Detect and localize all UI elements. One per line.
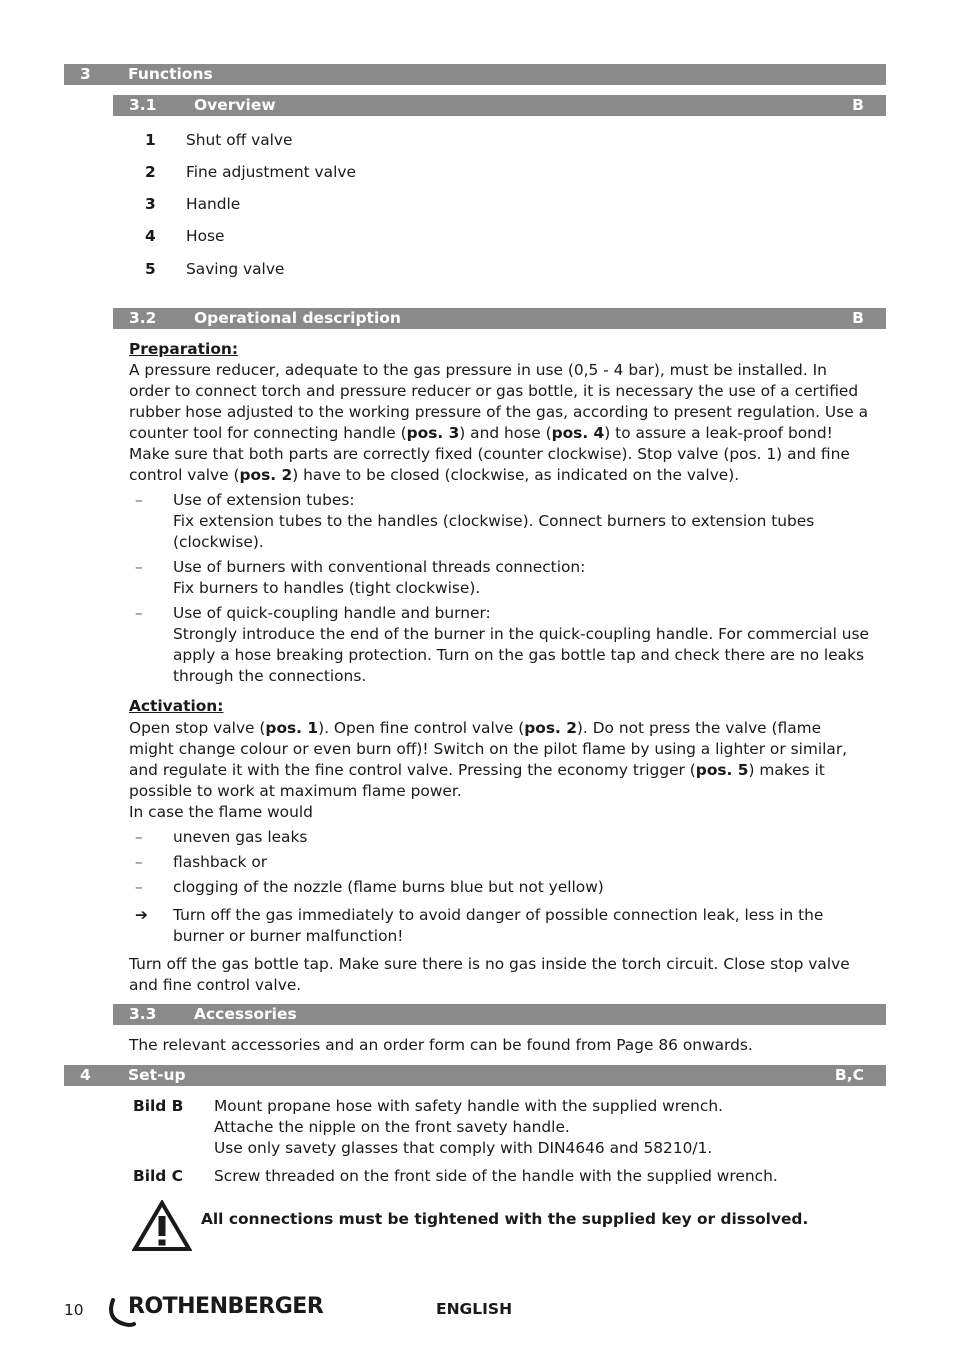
section-3-3-header (113, 1004, 886, 1025)
preparation-paragraph (129, 360, 869, 486)
position-ref: pos. 4 (551, 424, 605, 442)
item-label: Shut off valve (186, 131, 293, 149)
section-number: 3.1 (129, 96, 157, 114)
list-item (129, 603, 869, 687)
figure-ref: B (852, 96, 864, 114)
item-label: Hose (186, 227, 225, 245)
item-number: 2 (145, 163, 156, 181)
position-ref: pos. 1 (265, 719, 319, 737)
list-item-title: Use of extension tubes: (173, 491, 355, 509)
section-3-header (64, 64, 886, 85)
bild-text-line: Screw threaded on the front side of the handle with the supplied wrench. (214, 1167, 778, 1185)
closing-paragraph: Turn off the gas bottle tap. Make sure there is no gas inside the torch circuit. Close stop valve and fine control valve. (129, 955, 850, 994)
warning-triangle-icon (132, 1200, 192, 1252)
warning-item-text: Turn off the gas immediately to avoid danger of possible connection leak, less in the burner or burner malfunction! (173, 906, 824, 945)
list-item-text: clogging of the nozzle (flame burns blue but not yellow) (173, 878, 604, 896)
list-item (129, 557, 869, 599)
dash-bullet: – (135, 878, 143, 896)
position-ref: pos. 5 (695, 761, 749, 779)
bild-label: Bild B (133, 1097, 184, 1115)
preparation-heading: Preparation: (129, 340, 239, 358)
section-number: 3 (80, 65, 91, 83)
section-title: Set-up (128, 1066, 186, 1084)
list-item-text: Strongly introduce the end of the burner in the quick-coupling handle. For commercial use apply a hose breaking protection. Turn on the gas bottle tap and check there are no leaks through the connections. (173, 625, 870, 685)
text-run: ). Do not press the valve (flame might change colour or even burn off)! Switch on the pilot flame by using a lighter or similar, and regulate it with the fine control valve. Pressing the economy trigger ( (129, 719, 848, 779)
bild-text-line: Attache the nipple on the front savety handle. (214, 1118, 570, 1136)
dash-bullet: – (135, 828, 143, 846)
warning-item (129, 905, 869, 947)
bild-text-line: Mount propane hose with safety handle with the supplied wrench. (214, 1097, 724, 1115)
section-number: 3.3 (129, 1005, 157, 1023)
figure-ref: B,C (834, 1066, 864, 1084)
item-number: 3 (145, 195, 156, 213)
preparation-section (129, 339, 869, 687)
item-label: Handle (186, 195, 241, 213)
brand-name: ROTHENBERGER (128, 1294, 324, 1319)
item-number: 4 (145, 227, 156, 245)
list-item-text: Fix burners to handles (tight clockwise). (173, 579, 481, 597)
item-number: 5 (145, 260, 156, 278)
text-run: ) to assure a leak-proof bond! Make sure that both parts are correctly fixed (counter clockwise). Stop valve (pos. 1) and fine control valve ( (129, 424, 850, 484)
item-number: 1 (145, 131, 156, 149)
section-title: Overview (194, 96, 276, 114)
bild-text-line: Use only savety glasses that comply with DIN4646 and 58210/1. (214, 1139, 713, 1157)
dash-bullet: – (135, 604, 143, 622)
dash-bullet: – (135, 853, 143, 871)
activation-heading: Activation: (129, 697, 224, 715)
dash-bullet: – (135, 558, 143, 576)
list-item (129, 877, 869, 898)
text-run: Open stop valve ( (129, 719, 266, 737)
language-label: ENGLISH (436, 1300, 513, 1318)
text-run: ) makes it possible to work at maximum flame power. (129, 761, 825, 800)
list-item (129, 490, 869, 553)
list-item-title: Use of burners with conventional threads connection: (173, 558, 586, 576)
accessories-text: The relevant accessories and an order form can be found from Page 86 onwards. (129, 1036, 753, 1054)
section-number: 3.2 (129, 309, 157, 327)
item-label: Fine adjustment valve (186, 163, 356, 181)
brand-logo (104, 1293, 354, 1333)
position-ref: pos. 2 (524, 719, 577, 737)
list-item (129, 852, 869, 873)
section-4-header (64, 1065, 886, 1086)
figure-ref: B (852, 309, 864, 327)
section-title: Operational description (194, 309, 401, 327)
section-3-2-header (113, 308, 886, 329)
position-ref: pos. 3 (406, 424, 460, 442)
list-item-text: Fix extension tubes to the handles (clockwise). Connect burners to extension tubes (clockwise). (173, 512, 815, 551)
arrow-icon: ➔ (135, 906, 148, 924)
activation-paragraph (129, 718, 869, 802)
warning-text: All connections must be tightened with the supplied key or dissolved. (201, 1210, 809, 1228)
text-run: A pressure reducer, adequate to the gas pressure in use (0,5 - 4 bar), must be installed. In order to connect torch and pressure reducer or gas bottle, it is necessary the use of a certified rubber hose adjusted to the working pressure of the gas, according to present regulation. Use a counter tool for connecting handle ( (129, 361, 869, 442)
list-item (129, 827, 869, 848)
text-run: ). Open fine control valve ( (318, 719, 525, 737)
text-run: ) have to be closed (clockwise, as indicated on the valve). (292, 466, 740, 484)
section-title: Accessories (194, 1005, 297, 1023)
list-item-text: flashback or (173, 853, 268, 871)
section-title: Functions (128, 65, 213, 83)
page-number: 10 (64, 1301, 84, 1319)
activation-condition: In case the flame would (129, 803, 313, 821)
bild-label: Bild C (133, 1167, 183, 1185)
dash-bullet: – (135, 491, 143, 509)
item-label: Saving valve (186, 260, 285, 278)
section-number: 4 (80, 1066, 91, 1084)
list-item-text: uneven gas leaks (173, 828, 308, 846)
activation-section (129, 696, 869, 996)
list-item-title: Use of quick-coupling handle and burner: (173, 604, 491, 622)
section-3-1-header (113, 95, 886, 116)
text-run: ) and hose ( (459, 424, 552, 442)
position-ref: pos. 2 (239, 466, 293, 484)
